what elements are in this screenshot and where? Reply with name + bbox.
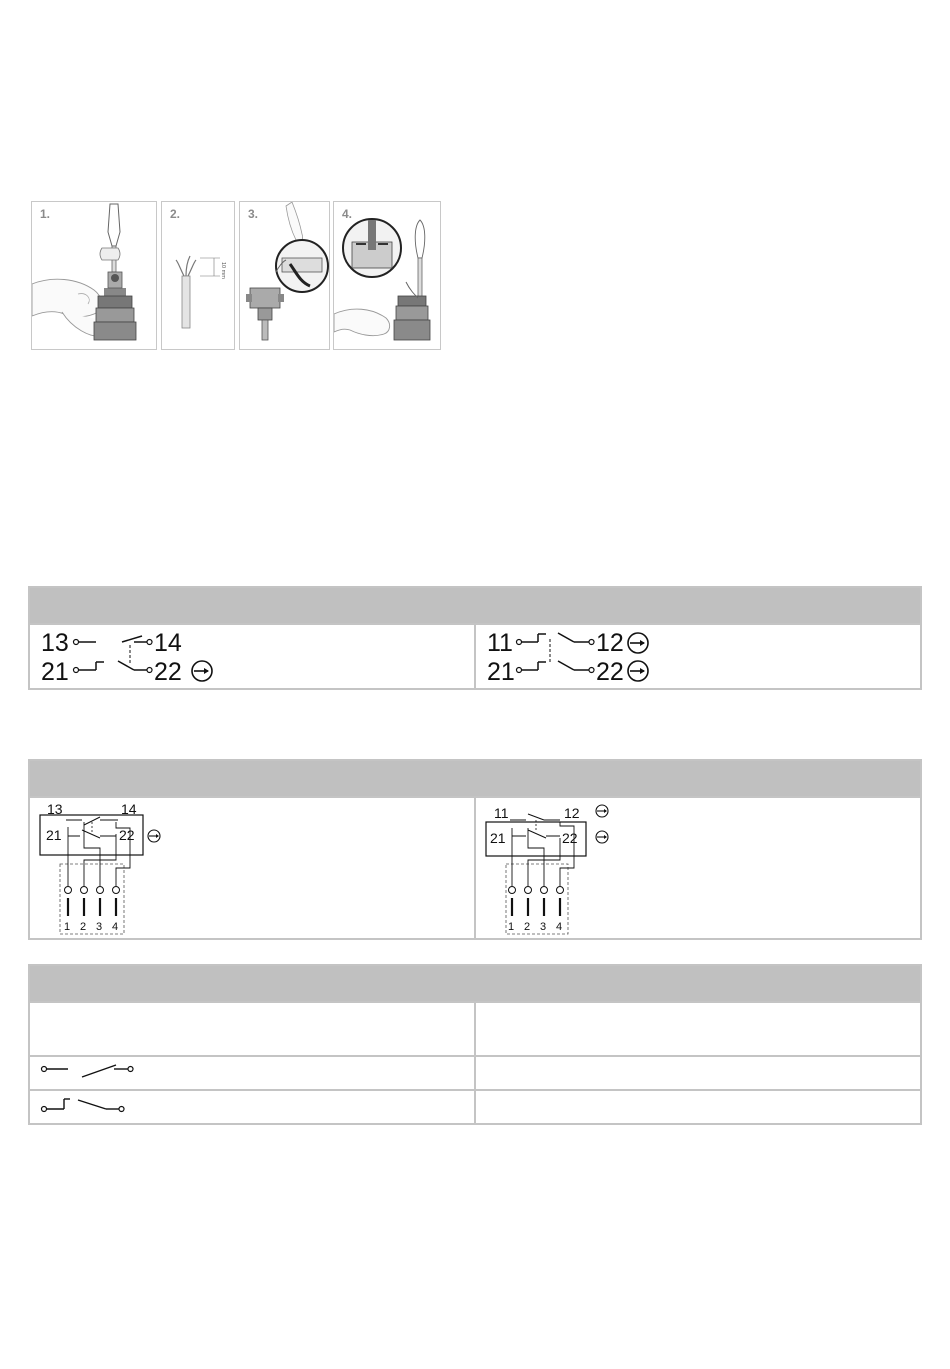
connection-diagram-nc-nc: [476, 798, 921, 938]
table-header: [30, 588, 920, 623]
normally-closed-contact-symbol: [30, 1091, 475, 1123]
screwdriver-icon: [108, 204, 120, 272]
pin-label: 1: [64, 921, 71, 933]
legend-header-cell-left: [30, 1003, 474, 1055]
connection-diagram-cell-left: [30, 798, 474, 938]
contact-symbol-no-nc-diagram: [30, 625, 475, 688]
table-row: [30, 1001, 920, 1055]
pin-label: 3: [540, 921, 547, 933]
connection-diagram-no-nc: [30, 798, 475, 938]
terminal-label: 14: [154, 629, 182, 657]
terminal-label: 13: [41, 629, 69, 657]
install-step-3-panel: [239, 201, 330, 350]
pin-label: 2: [524, 921, 531, 933]
terminal-label: 11: [487, 629, 513, 657]
pin-label: 3: [96, 921, 103, 933]
step-2-illustration: [162, 202, 234, 349]
normally-open-contact-symbol: [30, 1057, 475, 1089]
legend-symbol-cell: [30, 1091, 474, 1123]
table-row: [30, 623, 920, 688]
terminal-label: 12: [596, 629, 624, 657]
pin-label: 4: [556, 921, 563, 933]
positive-opening-icon: [628, 661, 648, 681]
table-header: [30, 966, 920, 1001]
positive-opening-icon: [148, 830, 160, 842]
table-row: [30, 1089, 920, 1123]
positive-opening-icon: [192, 661, 212, 681]
step-3-illustration: [240, 202, 329, 349]
legend-header-cell-right: [474, 1003, 920, 1055]
step-4-label: 4.: [342, 207, 353, 221]
strip-length-label: 10 mm: [220, 262, 226, 279]
terminal-label: 21: [487, 658, 515, 686]
table-row: [30, 796, 920, 938]
contact-symbols-table: [28, 586, 922, 690]
terminal-label: 21: [41, 658, 69, 686]
terminal-label: 12: [564, 805, 580, 821]
connection-diagram-cell-right: [474, 798, 920, 938]
terminal-label: 21: [46, 827, 62, 843]
positive-opening-icon: [628, 633, 648, 653]
step-1-illustration: [32, 202, 156, 349]
step-4-illustration: [334, 202, 440, 349]
install-step-2-panel: [161, 201, 235, 350]
step-3-label: 3.: [248, 207, 259, 221]
terminal-label: 13: [47, 801, 63, 817]
terminal-label: 22: [596, 658, 624, 686]
contact-symbol-nc-nc-diagram: [476, 625, 921, 688]
hand-icon: [334, 309, 390, 336]
symbol-legend-table: [28, 964, 922, 1125]
legend-description-cell: [474, 1057, 920, 1089]
pin-label: 1: [508, 921, 515, 933]
pin-label: 4: [112, 921, 119, 933]
terminal-label: 14: [121, 801, 137, 817]
step-1-label: 1.: [40, 207, 51, 221]
screwdriver-icon: [415, 220, 425, 298]
pin-label: 2: [80, 921, 87, 933]
install-step-1-panel: [31, 201, 157, 350]
terminal-label: 22: [154, 658, 182, 686]
legend-symbol-cell: [30, 1057, 474, 1089]
terminal-label: 11: [494, 805, 509, 821]
terminal-label: 21: [490, 830, 506, 846]
contact-symbol-cell-no-nc: [30, 625, 474, 688]
connection-diagrams-table: [28, 759, 922, 940]
positive-opening-icon: [596, 805, 608, 817]
terminal-label: 22: [562, 830, 578, 846]
positive-opening-icon: [596, 831, 608, 843]
table-row: [30, 1055, 920, 1089]
table-header: [30, 761, 920, 796]
install-step-4-panel: [333, 201, 441, 350]
terminal-label: 22: [119, 827, 135, 843]
contact-symbol-cell-nc-nc: [474, 625, 920, 688]
legend-description-cell: [474, 1091, 920, 1123]
step-2-label: 2.: [170, 207, 181, 221]
